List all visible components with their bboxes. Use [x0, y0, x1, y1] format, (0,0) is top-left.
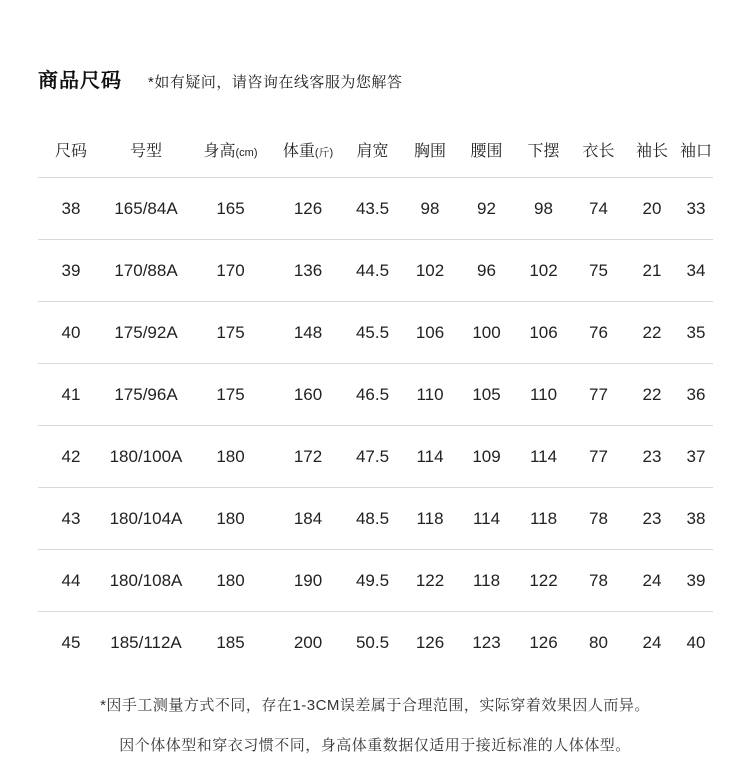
cell-model: 180/108A — [104, 550, 188, 612]
size-table — [38, 122, 713, 673]
cell-shoulder: 46.5 — [343, 364, 402, 426]
disclaimer-line-1: *因手工测量方式不同，存在1-3CM误差属于合理范围，实际穿着效果因人而异。 — [100, 697, 650, 714]
cell-length: 77 — [572, 426, 625, 488]
cell-cuff: 40 — [686, 632, 706, 652]
cell-chest: 98 — [402, 178, 458, 240]
cell-size: 43 — [38, 488, 104, 550]
column-header-weight — [273, 122, 343, 178]
cell-cuff: 34 — [679, 240, 713, 302]
column-label: 号型 — [129, 143, 162, 160]
cell-size: 41 — [38, 364, 104, 426]
cell-chest: 122 — [402, 550, 458, 612]
column-header-sleeve — [625, 122, 679, 178]
column-label: 肩宽 — [356, 143, 389, 160]
column-header-shoulder — [343, 122, 402, 178]
cell-chest: 102 — [402, 240, 458, 302]
cell-shoulder: 48.5 — [343, 488, 402, 550]
column-label: 衣长 — [582, 143, 615, 160]
column-header-chest — [402, 122, 458, 178]
cell-weight: 172 — [273, 426, 343, 488]
column-header-hem — [515, 122, 572, 178]
cell-length: 76 — [572, 302, 625, 364]
column-label: 下摆 — [527, 143, 560, 160]
cell-length: 75 — [572, 240, 625, 302]
cell-sleeve: 21 — [625, 240, 679, 302]
cell-cuff: 35 — [679, 302, 713, 364]
cell-sleeve: 23 — [625, 426, 679, 488]
cell-sleeve: 23 — [625, 488, 679, 550]
cell-hem: 122 — [515, 550, 572, 612]
cell-chest: 110 — [402, 364, 458, 426]
cell-cuff: 37 — [679, 426, 713, 488]
cell-height: 180 — [188, 550, 273, 612]
cell-hem: 102 — [515, 240, 572, 302]
cell-hem: 126 — [529, 632, 558, 652]
cell-weight: 148 — [273, 302, 343, 364]
cell-sleeve: 24 — [642, 632, 662, 652]
table-row — [38, 426, 713, 488]
cell-model: 180/104A — [104, 488, 188, 550]
cell-sleeve: 24 — [625, 550, 679, 612]
cell-height: 180 — [188, 426, 273, 488]
section-header — [38, 64, 402, 93]
table-row — [38, 178, 713, 240]
column-header-height — [188, 122, 273, 178]
column-header-cuff — [679, 122, 713, 178]
cell-weight: 136 — [273, 240, 343, 302]
table-row — [38, 240, 713, 302]
cell-cuff: 38 — [679, 488, 713, 550]
cell-sleeve: 22 — [625, 364, 679, 426]
cell-weight: 184 — [273, 488, 343, 550]
column-unit: (cm) — [235, 147, 258, 159]
cell-size: 40 — [38, 302, 104, 364]
cell-model: 165/84A — [104, 178, 188, 240]
cell-size: 39 — [38, 240, 104, 302]
column-header-length — [572, 122, 625, 178]
table-header-row — [38, 122, 713, 178]
cell-waist: 105 — [458, 364, 515, 426]
column-header-waist — [458, 122, 515, 178]
cell-length: 78 — [572, 550, 625, 612]
column-label: 尺码 — [54, 143, 87, 160]
cell-shoulder: 43.5 — [343, 178, 402, 240]
cell-shoulder: 45.5 — [343, 302, 402, 364]
page-title: 商品尺码 — [38, 70, 122, 92]
table-row — [38, 364, 713, 426]
cell-waist: 100 — [458, 302, 515, 364]
table-row — [38, 550, 713, 612]
table-body — [38, 178, 713, 674]
cell-model: 180/100A — [104, 426, 188, 488]
cell-height: 175 — [188, 302, 273, 364]
table-row — [38, 302, 713, 364]
cell-waist: 123 — [472, 632, 501, 652]
cell-shoulder: 50.5 — [355, 632, 390, 652]
cell-cuff: 36 — [679, 364, 713, 426]
column-header-size — [38, 122, 104, 178]
cell-height: 170 — [188, 240, 273, 302]
column-label: 袖口 — [679, 143, 712, 160]
cell-height: 175 — [188, 364, 273, 426]
cell-height: 165 — [188, 178, 273, 240]
cell-chest: 114 — [402, 426, 458, 488]
cell-sleeve: 22 — [625, 302, 679, 364]
cell-length: 80 — [589, 632, 608, 652]
cell-model: 175/92A — [104, 302, 188, 364]
cell-length: 77 — [572, 364, 625, 426]
cell-height: 180 — [188, 488, 273, 550]
table-row — [38, 488, 713, 550]
column-label: 体重 — [282, 143, 315, 160]
cell-height: 185 — [216, 632, 245, 652]
cell-size: 44 — [38, 550, 104, 612]
cell-hem: 98 — [515, 178, 572, 240]
cell-waist: 114 — [458, 488, 515, 550]
cell-hem: 110 — [515, 364, 572, 426]
cell-cuff: 33 — [679, 178, 713, 240]
cell-model: 185/112A — [110, 632, 182, 652]
cell-hem: 106 — [515, 302, 572, 364]
cell-length: 74 — [572, 178, 625, 240]
cell-model: 170/88A — [104, 240, 188, 302]
column-label: 胸围 — [413, 143, 446, 160]
cell-cuff: 39 — [679, 550, 713, 612]
cell-size: 38 — [38, 178, 104, 240]
cell-length: 78 — [572, 488, 625, 550]
cell-waist: 96 — [458, 240, 515, 302]
cell-sleeve: 20 — [625, 178, 679, 240]
column-unit: (斤) — [314, 147, 334, 159]
cell-hem: 114 — [515, 426, 572, 488]
cell-waist: 118 — [458, 550, 515, 612]
cell-waist: 109 — [458, 426, 515, 488]
column-header-model — [104, 122, 188, 178]
cell-weight: 190 — [273, 550, 343, 612]
cell-weight: 160 — [273, 364, 343, 426]
column-label: 腰围 — [470, 143, 503, 160]
cell-model: 175/96A — [104, 364, 188, 426]
cell-shoulder: 49.5 — [343, 550, 402, 612]
column-label: 袖长 — [635, 143, 668, 160]
cell-size: 45 — [61, 632, 81, 652]
table-row — [38, 612, 713, 674]
disclaimer-line-2: 因个体体型和穿衣习惯不同，身高体重数据仅适用于接近标准的人体体型。 — [119, 737, 631, 754]
cell-weight: 126 — [273, 178, 343, 240]
cell-chest: 106 — [402, 302, 458, 364]
disclaimer — [0, 686, 750, 766]
cell-chest: 118 — [402, 488, 458, 550]
cell-weight: 200 — [293, 632, 323, 652]
column-label: 身高 — [203, 143, 236, 160]
cell-chest: 126 — [415, 632, 445, 652]
cell-shoulder: 44.5 — [343, 240, 402, 302]
cell-waist: 92 — [458, 178, 515, 240]
cell-shoulder: 47.5 — [343, 426, 402, 488]
cell-size: 42 — [38, 426, 104, 488]
cell-hem: 118 — [515, 488, 572, 550]
service-note: *如有疑问，请咨询在线客服为您解答 — [148, 74, 403, 91]
